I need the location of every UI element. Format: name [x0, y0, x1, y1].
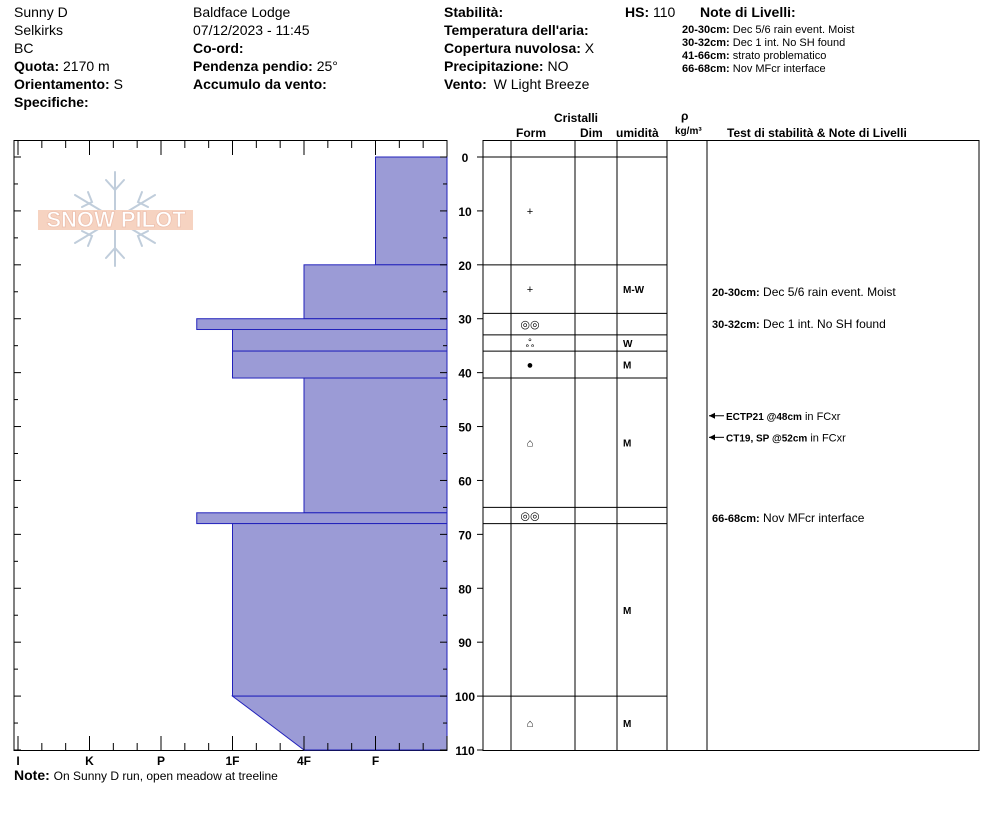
- grain-table-frame: [483, 141, 979, 751]
- snow-height-value: 110: [653, 4, 676, 20]
- layer-note-mark-text: Dec 1 int. No SH found: [759, 317, 886, 332]
- hardness-layer: [376, 157, 448, 265]
- depth-tick-label: 110: [455, 744, 475, 758]
- hardness-layers: [197, 157, 447, 750]
- mountain-range: Selkirks: [14, 22, 64, 38]
- hardness-tick-label: 4F: [296, 754, 312, 768]
- grain-form-symbol: ⌂: [526, 437, 534, 450]
- precip-value: NO: [547, 58, 569, 74]
- layer-note-range: 20-30cm:: [682, 24, 730, 36]
- stability-test-label: ECTP21 @48cm: [726, 411, 802, 423]
- moisture-value: M-W: [623, 285, 645, 297]
- density-unit: kg/m³: [675, 126, 702, 137]
- layer-note-mark: [712, 285, 896, 299]
- hardness-layer: [233, 351, 448, 378]
- hardness-layer: [197, 319, 447, 330]
- hardness-layer: [197, 513, 447, 524]
- layer-note-mark-label: 30-32cm:: [712, 319, 760, 332]
- layer-note-mark-label: 20-30cm:: [712, 286, 760, 299]
- slope-value: 25°: [316, 58, 338, 74]
- layer-note-range: 41-66cm:: [682, 50, 730, 62]
- layer-note-mark-text: Nov MFcr interface: [759, 511, 865, 526]
- crystals-header: Cristalli: [554, 111, 599, 125]
- arrow-icon: [709, 413, 715, 419]
- precip-label: Precipitazione:: [444, 58, 544, 74]
- wind-loading-label: Accumulo da vento:: [193, 76, 327, 92]
- moisture-value: M: [623, 719, 632, 731]
- hardness-layer: [233, 330, 448, 352]
- specifics-label: Specifiche:: [14, 94, 89, 110]
- stability-test-text: in FCxr: [807, 432, 846, 445]
- grain-form-symbol: ஃ: [525, 337, 535, 350]
- wind-label: Vento:: [444, 76, 487, 92]
- depth-tick-label: 0: [461, 151, 469, 165]
- observation-datetime: 07/12/2023 - 11:45: [193, 22, 310, 38]
- depth-tick-label: 100: [454, 690, 476, 705]
- aspect-label: Orientamento:: [14, 76, 110, 92]
- moisture-value: M: [623, 438, 632, 450]
- stability-tests: [709, 411, 846, 445]
- elevation-value: 2170 m: [63, 58, 110, 74]
- hardness-tick-label: 1F: [225, 754, 240, 768]
- depth-tick-label: 30: [458, 312, 472, 327]
- depth-tick-label: 70: [458, 528, 472, 543]
- site-name: Sunny D: [14, 4, 68, 20]
- grain-form-symbol: +: [526, 205, 534, 218]
- note-text: On Sunny D run, open meadow at treeline: [53, 769, 278, 783]
- hardness-layer: [233, 696, 448, 750]
- depth-tick-label: 60: [458, 474, 472, 489]
- grain-form-symbol: +: [526, 284, 534, 297]
- snow-height-label: HS:: [625, 4, 650, 20]
- layer-note-text: Dec 5/6 rain event. Moist: [732, 24, 855, 36]
- cloud-label: Copertura nuvolosa:: [444, 40, 581, 56]
- hardness-layer: [304, 378, 447, 513]
- elevation-label: Quota:: [14, 58, 60, 74]
- depth-tick-label: 80: [458, 582, 472, 597]
- stability-label: Stabilità:: [444, 4, 504, 20]
- stability-test: [726, 411, 841, 423]
- moisture-header: umidità: [616, 126, 659, 140]
- snowpilot-logo: [38, 172, 193, 266]
- hardness-layer: [304, 265, 447, 319]
- aspect-value: S: [113, 76, 123, 92]
- hardness-tick-label: I: [16, 754, 20, 768]
- arrow-icon: [709, 434, 715, 440]
- density-symbol: ρ: [681, 109, 689, 123]
- layer-note-text: Dec 1 int. No SH found: [732, 37, 846, 49]
- stability-header: Test di stabilità & Note di Livelli: [727, 126, 907, 140]
- layer-note-range: 66-68cm:: [682, 63, 730, 75]
- depth-tick-label: 10: [458, 204, 472, 219]
- cloud-value: X: [584, 40, 595, 56]
- air-temp-label: Temperatura dell'aria:: [444, 22, 589, 38]
- layer-notes-title: Note di Livelli:: [700, 4, 796, 20]
- depth-tick-label: 20: [458, 258, 472, 273]
- coord-label: Co-ord:: [193, 40, 244, 56]
- depth-tick-label: 50: [458, 420, 472, 435]
- form-header: Form: [516, 126, 546, 140]
- moisture-value: W: [623, 338, 633, 350]
- hardness-tick-label: F: [371, 754, 380, 768]
- layer-note-mark-label: 66-68cm:: [712, 513, 760, 526]
- moisture-value: M: [623, 360, 632, 372]
- grain-form-symbol: ◎◎: [520, 510, 540, 523]
- operation-name: Baldface Lodge: [193, 4, 291, 20]
- grain-form-symbol: ◎◎: [520, 319, 540, 332]
- hardness-layer: [233, 524, 448, 697]
- depth-tick-label: 40: [458, 366, 472, 381]
- dim-header: Dim: [580, 126, 603, 140]
- slope-label: Pendenza pendio:: [193, 58, 313, 74]
- logo-text: SNOW PILOT: [46, 207, 186, 232]
- wind-value: W Light Breeze: [493, 76, 590, 92]
- footer-note: [14, 767, 278, 784]
- grain-form-symbol: ●: [526, 359, 534, 372]
- layer-note-text: Nov MFcr interface: [732, 63, 826, 75]
- layer-note-mark-text: Dec 5/6 rain event. Moist: [759, 284, 896, 299]
- hardness-tick-label: P: [156, 754, 166, 768]
- grain-form-symbol: ⌂: [526, 718, 534, 731]
- layer-note-labels: [712, 285, 896, 525]
- region: BC: [14, 40, 34, 56]
- note-label: Note:: [14, 767, 50, 783]
- moisture-value: M: [623, 605, 632, 617]
- depth-tick-label: 90: [458, 636, 472, 651]
- layer-note-range: 30-32cm:: [682, 37, 730, 49]
- layer-note-text: strato problematico: [732, 50, 827, 62]
- hardness-tick-label: K: [85, 754, 94, 768]
- stability-test-text: in FCxr: [801, 410, 841, 423]
- stability-test-label: CT19, SP @52cm: [726, 433, 808, 445]
- layer-note-mark: [712, 317, 886, 331]
- stability-test: [726, 432, 846, 444]
- layer-note-mark: [712, 511, 865, 525]
